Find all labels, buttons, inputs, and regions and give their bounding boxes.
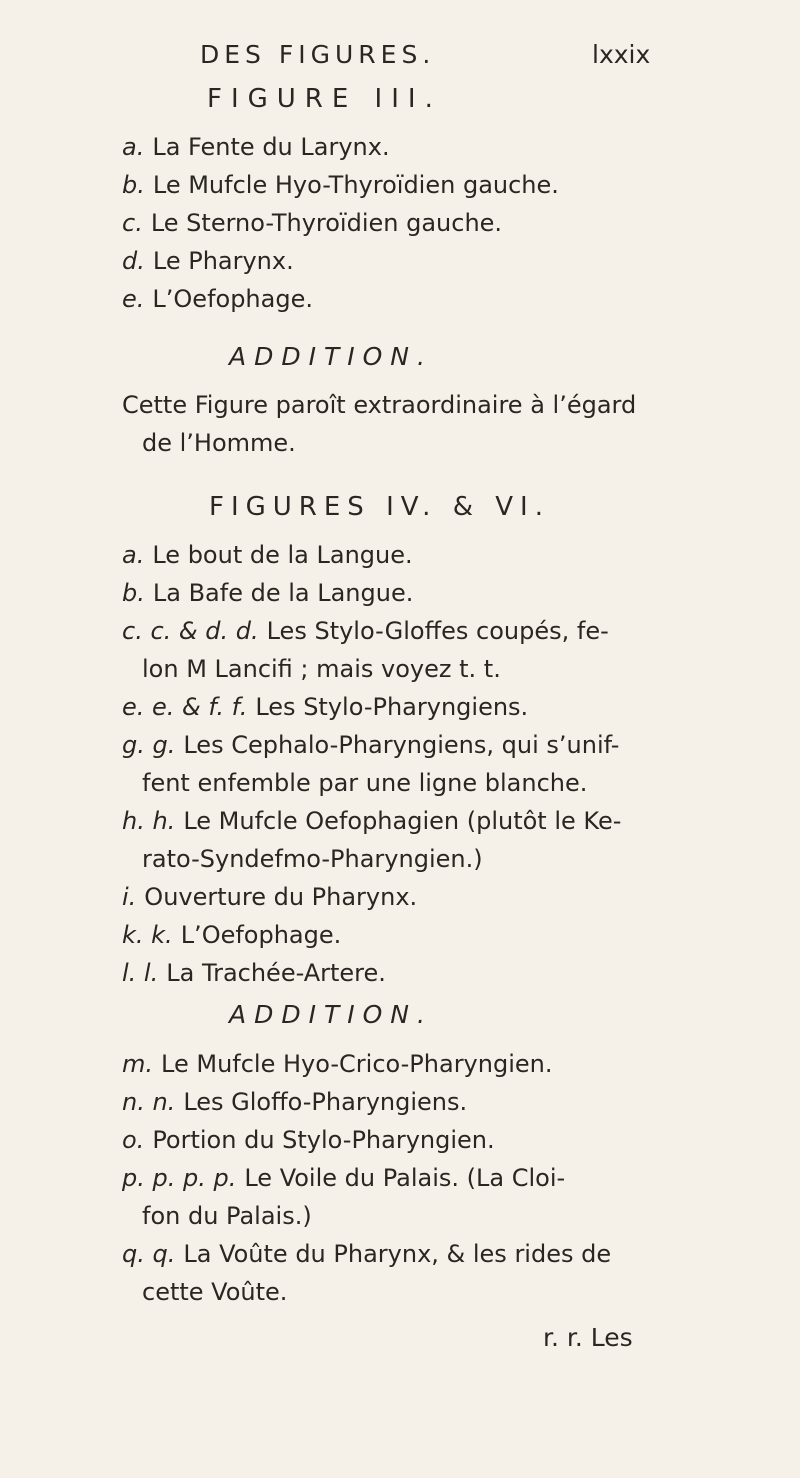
legend-item <box>122 688 742 726</box>
legend-item <box>122 726 742 764</box>
legend-continuation <box>122 1197 742 1235</box>
legend-item <box>122 1159 742 1197</box>
legend-mark: a. <box>122 133 145 161</box>
legend-item <box>122 916 742 954</box>
legend-text: Le Pharynx. <box>152 247 294 275</box>
legend-mark: g. g. <box>122 731 176 759</box>
legend-mark: p. p. p. p. <box>122 1164 237 1192</box>
legend-continuation <box>122 764 742 802</box>
legend-text: Le Voile du Palais. (La Cloi- <box>244 1164 566 1192</box>
legend-item <box>122 574 742 612</box>
catchword: r. r. Les <box>543 1323 633 1352</box>
legend-text: Les Stylo-Pharyngiens. <box>255 693 529 721</box>
page-number: lxxix <box>592 40 651 69</box>
legend-text: La Bafe de la Langue. <box>152 579 414 607</box>
addition-paragraph <box>122 386 742 462</box>
legend-item <box>122 242 742 280</box>
legend-mark: b. <box>122 171 145 199</box>
legend-mark: l. l. <box>122 959 159 987</box>
legend-item <box>122 878 742 916</box>
legend-continuation <box>122 650 742 688</box>
legend-text: La Fente du Larynx. <box>152 133 390 161</box>
running-head: DES FIGURES. <box>200 40 436 69</box>
addition-legend <box>122 1045 742 1311</box>
legend-mark: a. <box>122 541 145 569</box>
legend-mark: d. <box>122 247 145 275</box>
legend-text: fon du Palais.) <box>142 1202 312 1230</box>
legend-text: L’Oefophage. <box>180 921 342 949</box>
legend-item <box>122 536 742 574</box>
legend-item <box>122 1235 742 1273</box>
legend-text: Les Cephalo-Pharyngiens, qui s’unif- <box>183 731 620 759</box>
legend-text: La Voûte du Pharynx, & les rides de <box>183 1240 612 1268</box>
legend-text: La Trachée-Artere. <box>166 959 386 987</box>
legend-item <box>122 280 742 318</box>
legend-mark: o. <box>122 1126 145 1154</box>
legend-item <box>122 128 742 166</box>
legend-item <box>122 1045 742 1083</box>
legend-mark: e. e. & f. f. <box>122 693 248 721</box>
legend-item <box>122 612 742 650</box>
legend-mark: m. <box>122 1050 154 1078</box>
legend-text: fent enfemble par une ligne blanche. <box>142 769 588 797</box>
legend-text: Les Stylo-Gloffes coupés, fe- <box>266 617 609 645</box>
legend-text: lon M Lancifi ; mais voyez t. t. <box>142 655 501 683</box>
paragraph-line: de l’Homme. <box>142 429 296 457</box>
legend-mark: h. h. <box>122 807 176 835</box>
legend-item <box>122 1121 742 1159</box>
legend-text: Le Mufcle Oefophagien (plutôt le Ke- <box>183 807 622 835</box>
legend-mark: e. <box>122 285 145 313</box>
legend-mark: i. <box>122 883 137 911</box>
legend-item <box>122 204 742 242</box>
legend-item <box>122 1083 742 1121</box>
addition-heading: ADDITION. <box>229 342 433 371</box>
legend-text: Portion du Stylo-Pharyngien. <box>152 1126 495 1154</box>
legend-text: Le bout de la Langue. <box>152 541 413 569</box>
figure-iii-legend <box>122 128 742 318</box>
legend-mark: k. k. <box>122 921 173 949</box>
legend-text: Les Gloffo-Pharyngiens. <box>183 1088 468 1116</box>
legend-text: L’Oefophage. <box>152 285 313 313</box>
figure-iii-heading: FIGURE III. <box>207 84 442 114</box>
figures-iv-vi-heading: FIGURES IV. & VI. <box>209 492 550 522</box>
legend-mark: n. n. <box>122 1088 176 1116</box>
legend-text: rato-Syndefmo-Pharyngien.) <box>142 845 483 873</box>
legend-text: Le Sterno-Thyroïdien gauche. <box>150 209 503 237</box>
legend-text: Le Mufcle Hyo-Thyroïdien gauche. <box>152 171 559 199</box>
figures-iv-vi-legend <box>122 536 742 992</box>
legend-mark: c. <box>122 209 143 237</box>
legend-mark: b. <box>122 579 145 607</box>
legend-text: cette Voûte. <box>142 1278 288 1306</box>
legend-text: Ouverture du Pharynx. <box>144 883 418 911</box>
addition-heading: ADDITION. <box>229 1000 433 1029</box>
legend-item <box>122 166 742 204</box>
legend-continuation <box>122 1273 742 1311</box>
legend-continuation <box>122 840 742 878</box>
legend-item <box>122 954 742 992</box>
legend-text: Le Mufcle Hyo-Crico-Pharyngien. <box>161 1050 553 1078</box>
legend-mark: c. c. & d. d. <box>122 617 259 645</box>
legend-item <box>122 802 742 840</box>
legend-mark: q. q. <box>122 1240 176 1268</box>
paragraph-line: Cette Figure paroît extraordinaire à l’égard <box>122 391 637 419</box>
